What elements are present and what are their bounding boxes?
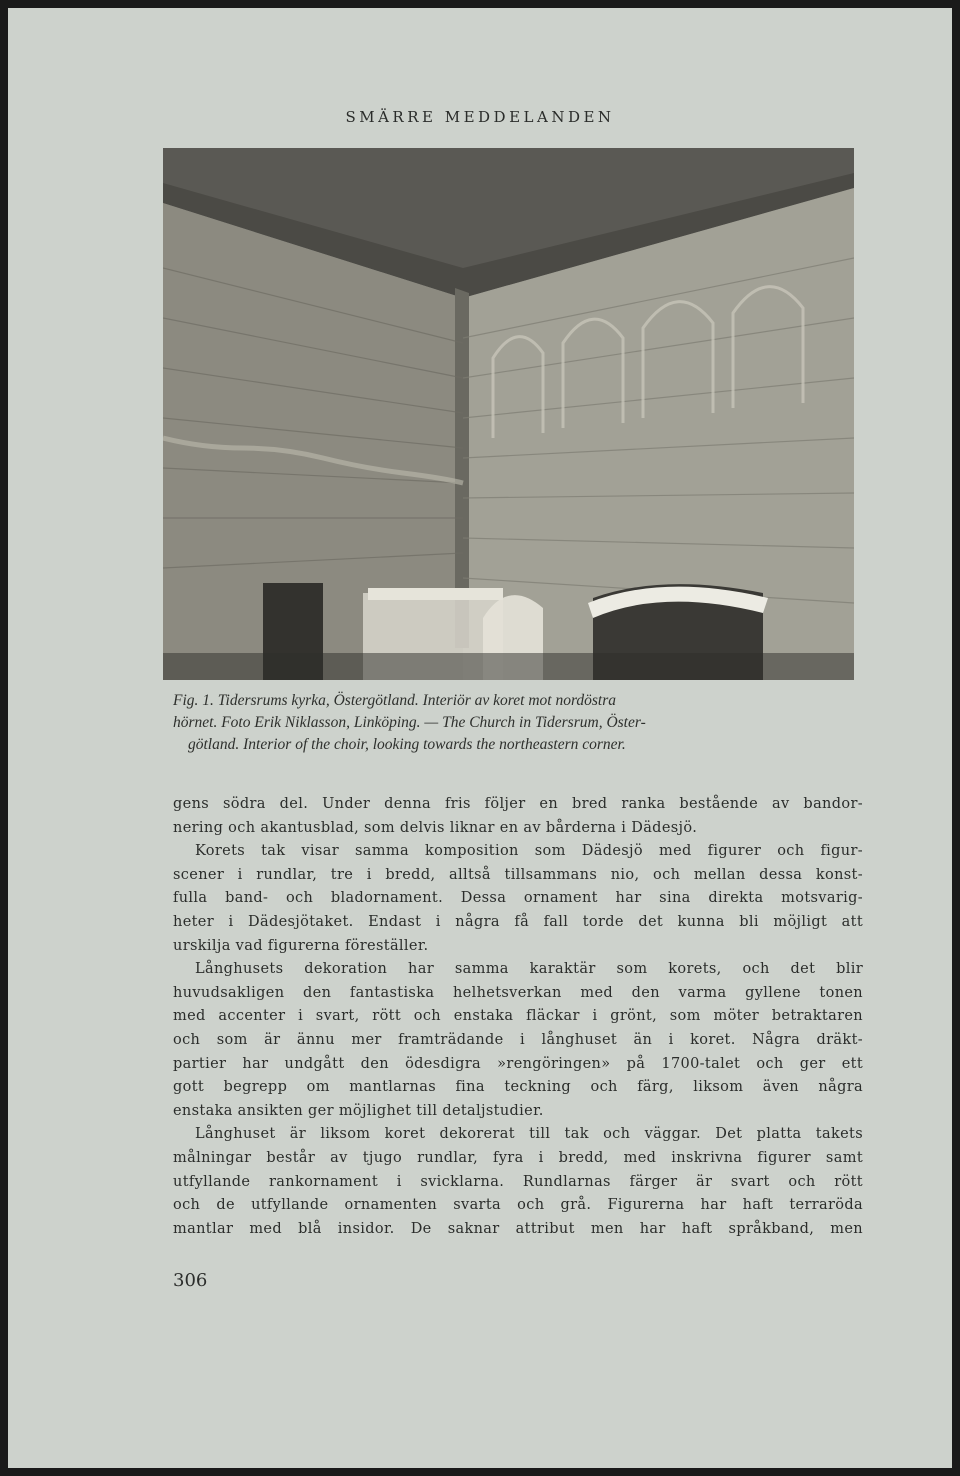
text-line: och de utfyllande ornamenten svarta och grå. Figurerna har haft terraröda (173, 1197, 863, 1214)
text-line: Långhusets dekoration har samma karaktär som korets, och det blir (195, 961, 863, 978)
caption-line: hörnet. Foto Erik Niklasson, Linköping. — The Church in Tidersrum, Öster- (173, 714, 646, 731)
text-line: med accenter i svart, rött och enstaka fläckar i grönt, som möter betraktaren (173, 1008, 863, 1025)
text-line: och som är ännu mer framträdande i långhuset än i koret. Några dräkt- (173, 1031, 863, 1048)
text-line: fulla band- och bladornament. Dessa ornament har sina direkta motsvarig- (173, 890, 863, 907)
text-line: partier har undgått den ödesdigra »rengöringen» på 1700-talet och ger ett (173, 1055, 863, 1072)
text-line: huvudsakligen den fantastiska helhetsverkan med den varma gyllene tonen (173, 984, 863, 1001)
church-interior-photo (163, 148, 854, 680)
text-line: mantlar med blå insidor. De saknar attribut men har haft språkband, men (173, 1220, 863, 1237)
text-line: gott begrepp om mantlarnas fina teckning och färg, liksom även några (173, 1079, 863, 1096)
figure-caption (173, 690, 863, 756)
text-line: nering och akantusblad, som delvis liknar en av bårderna i Dädesjö. (173, 819, 698, 836)
caption-line: götland. Interior of the choir, looking towards the northeastern corner. (188, 736, 626, 753)
text-line: gens södra del. Under denna fris följer en bred ranka bestående av bandor- (173, 796, 863, 812)
text-line: Långhuset är liksom koret dekorerat till tak och väggar. Det platta takets (195, 1126, 863, 1143)
text-line: scener i rundlar, tre i bredd, alltså tillsammans nio, och mellan dessa konst- (173, 866, 863, 883)
text-line: heter i Dädesjötaket. Endast i några få fall torde det kunna bli möjligt att (173, 913, 863, 930)
page-number: 306 (173, 1270, 208, 1291)
document-page (8, 8, 952, 1468)
text-line: enstaka ansikten ger möjlighet till detaljstudier. (173, 1102, 544, 1119)
text-line: Korets tak visar samma komposition som Dädesjö med figurer och figur- (195, 843, 863, 860)
text-line: målningar består av tjugo rundlar, fyra i bredd, med inskrivna figurer samt (173, 1149, 863, 1166)
body-text (173, 793, 863, 1241)
caption-line: Fig. 1. Tidersrums kyrka, Östergötland. Interiör av koret mot nordöstra (173, 692, 617, 709)
running-head: SMÄRRE MEDDELANDEN (345, 108, 615, 126)
text-line: urskilja vad figurerna föreställer. (173, 937, 429, 954)
text-line: utfyllande rankornament i svicklarna. Rundlarnas färger är svart och rött (173, 1173, 863, 1190)
church-interior-illustration (163, 148, 854, 680)
